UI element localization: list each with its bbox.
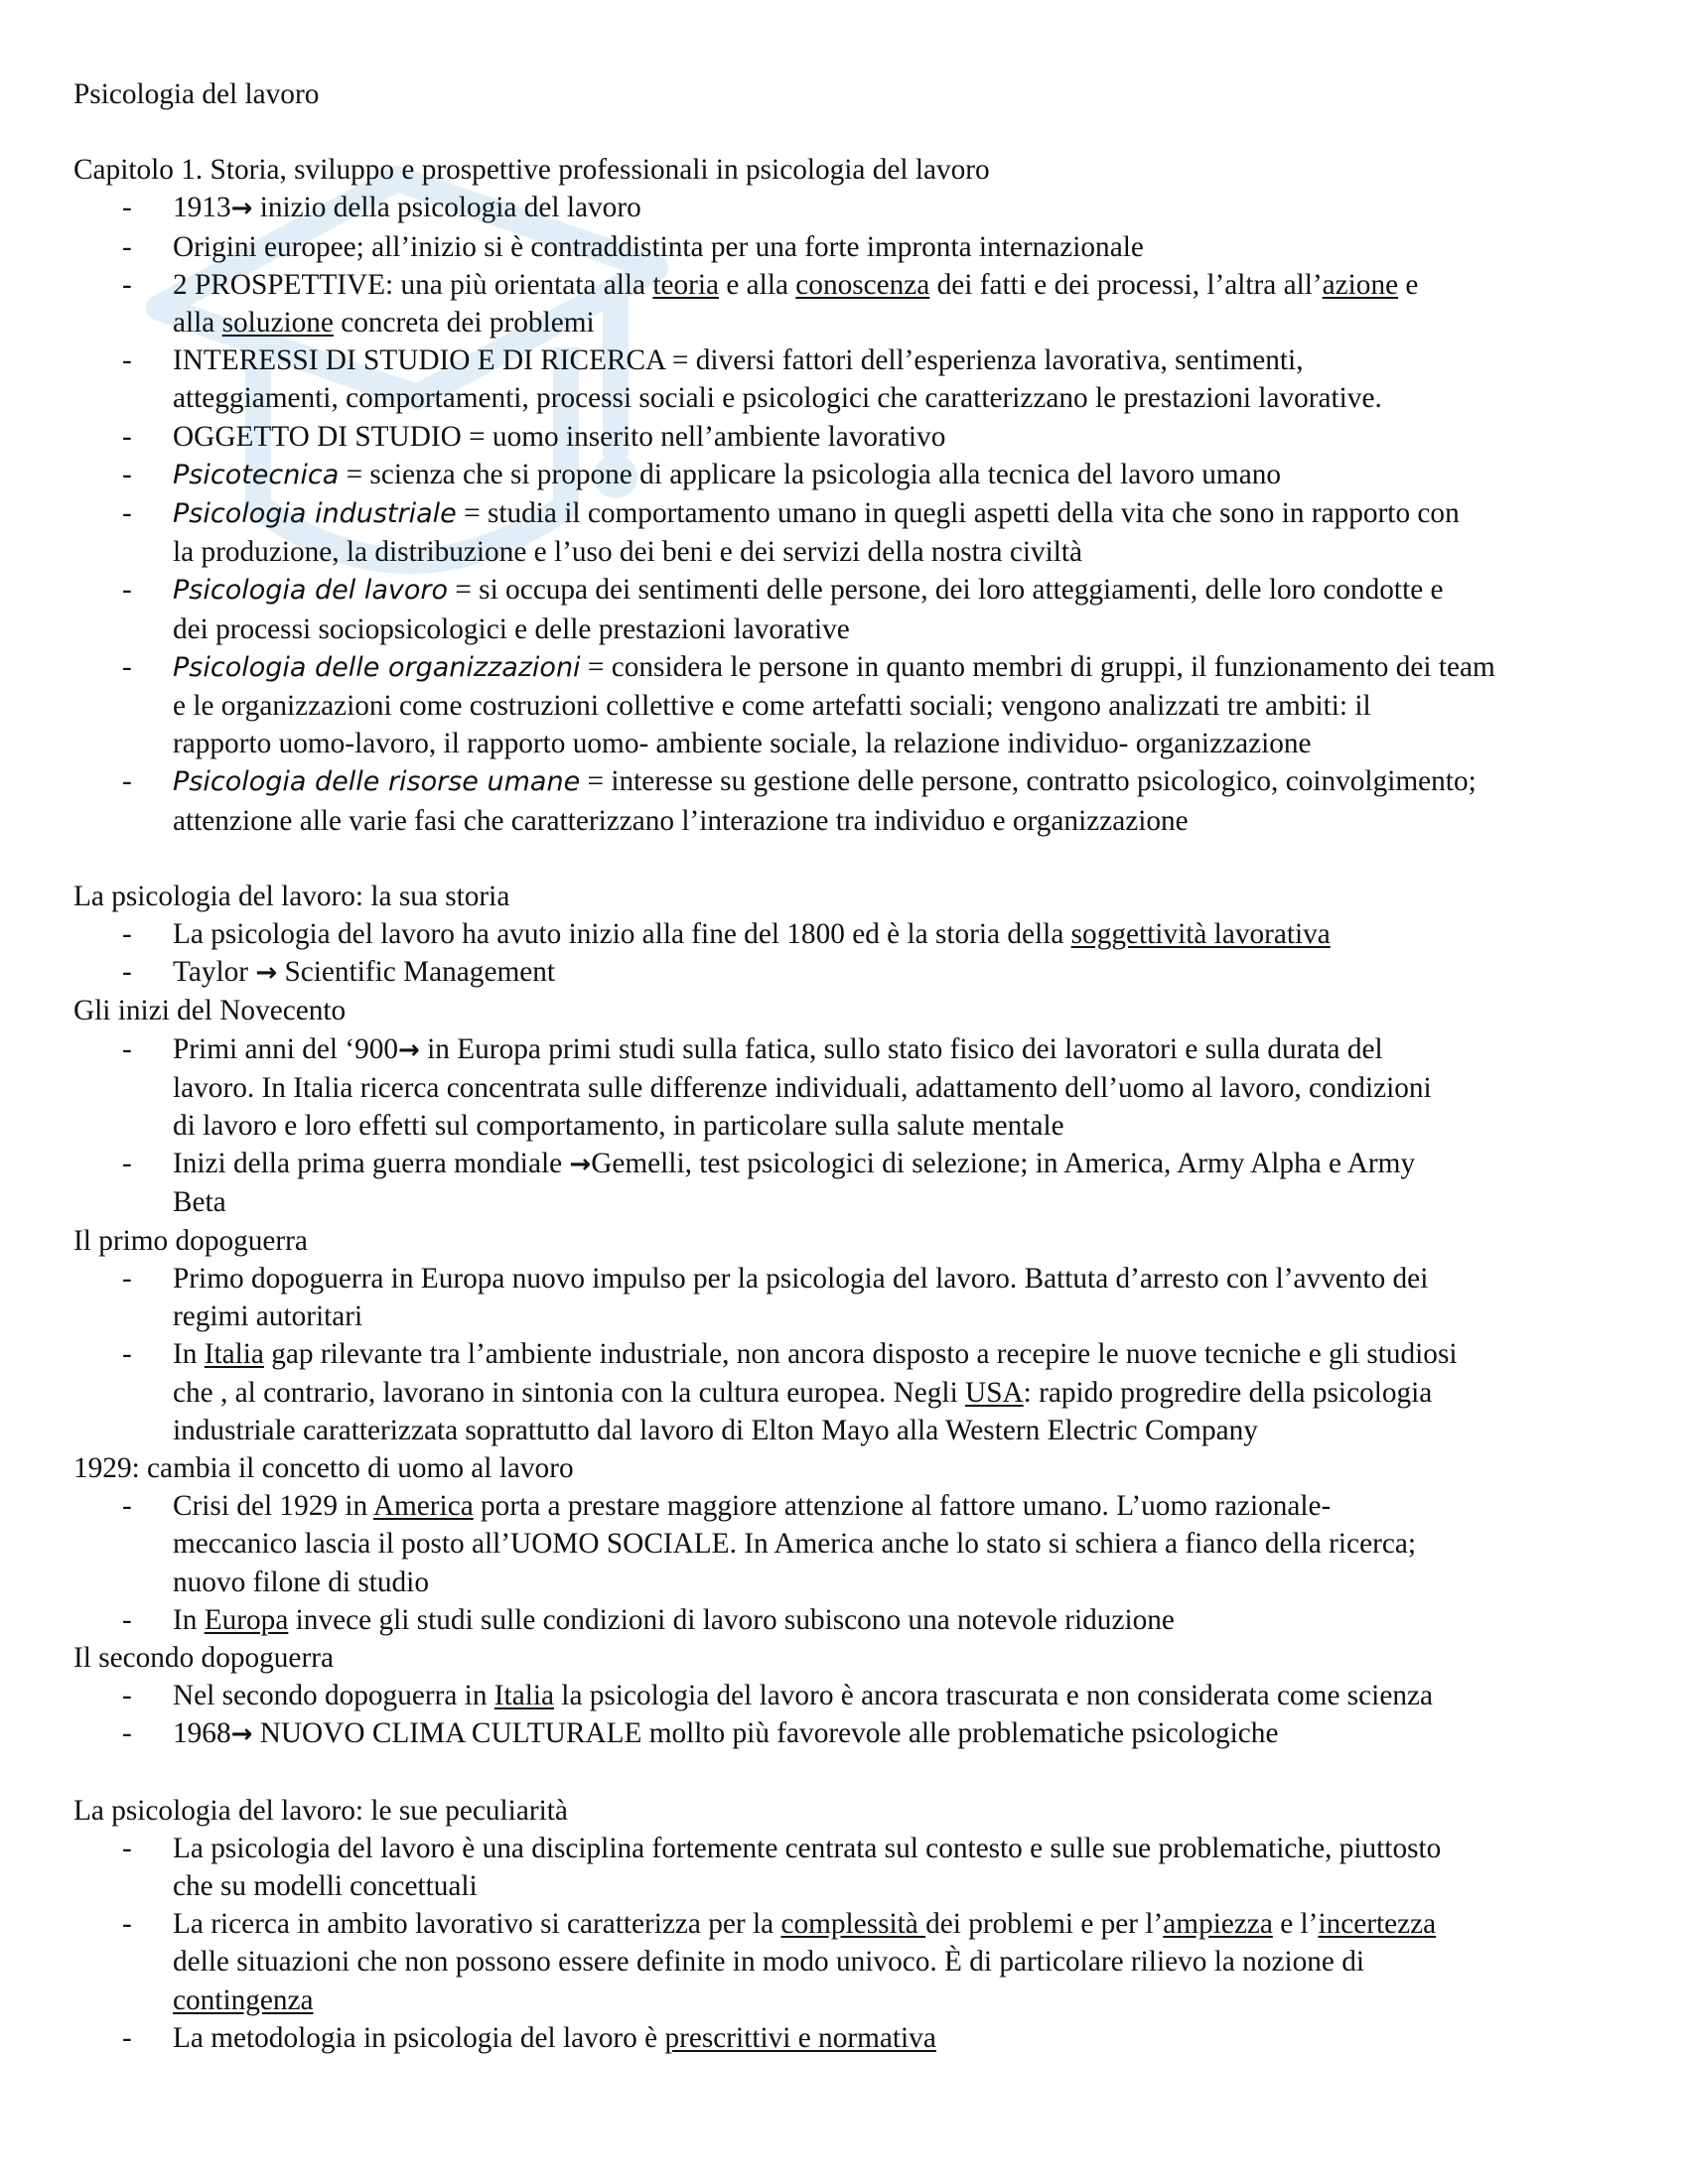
section-heading-1929: 1929: cambia il concetto di uomo al lavoro bbox=[73, 1451, 574, 1484]
list-item: - OGGETTO DI STUDIO = uomo inserito nell’ambiente lavorativo bbox=[73, 418, 1642, 456]
primo-dopoguerra-list bbox=[73, 1260, 1642, 1449]
list-item: - In Europa invece gli studi sulle condizioni di lavoro subiscono una notevole riduzione bbox=[73, 1601, 1642, 1639]
section-heading-primo-dopoguerra: Il primo dopoguerra bbox=[73, 1224, 308, 1257]
list-item: - La metodologia in psicologia del lavoro è prescrittivi e normativa bbox=[73, 2019, 1642, 2057]
crisi-list bbox=[73, 1487, 1642, 1639]
chapter-heading: Capitolo 1. Storia, sviluppo e prospettive professionali in psicologia del lavoro bbox=[73, 154, 990, 187]
right-arrow-icon: → bbox=[398, 1034, 420, 1065]
list-item: - INTERESSI DI STUDIO E DI RICERCA = diversi fattori dell’esperienza lavorativa, sentimenti, atteggiamenti, comportamenti, processi sociali e psicologici che caratterizzano le prestazioni lavorative. bbox=[73, 341, 1642, 417]
list-item: - Primi anni del ‘900→ in Europa primi studi sulla fatica, sullo stato fisico dei lavoratori e sulla durata del lavoro. In Italia ricerca concentrata sulle differenze individuali, adattamento dell’uomo al lavoro, condizioni di lavoro e loro effetti sul comportamento, in particolare sulla salute mentale bbox=[73, 1030, 1642, 1146]
list-item: - Psicologia industriale = studia il comportamento umano in quegli aspetti della vita che sono in rapporto con la produzione, la distribuzione e l’uso dei beni e dei servizi della nostra civiltà bbox=[73, 494, 1642, 571]
list-item: - La ricerca in ambito lavorativo si caratterizza per la complessità dei problemi e per l’ampiezza e l’incertezza delle situazioni che non possono essere definite in modo univoco. È di particolare rilievo la nozione di contingenza bbox=[73, 1905, 1642, 2019]
section-heading-novecento: Gli inizi del Novecento bbox=[73, 995, 347, 1027]
secondo-dopoguerra-list bbox=[73, 1677, 1642, 1753]
list-item: - Inizi della prima guerra mondiale →Gemelli, test psicologici di selezione; in America, Army Alpha e Army Beta bbox=[73, 1145, 1642, 1221]
list-item: - Taylor → Scientific Management bbox=[73, 953, 1642, 992]
list-item: - Crisi del 1929 in America porta a prestare maggiore attenzione al fattore umano. L’uomo razionale- meccanico lascia il posto all’UOMO SOCIALE. In America anche lo stato si schiera a fianco della ricerca; nuovo filone di studio bbox=[73, 1487, 1642, 1601]
section-heading-peculiarita: La psicologia del lavoro: le sue peculiarità bbox=[73, 1794, 568, 1827]
section-heading-storia: La psicologia del lavoro: la sua storia bbox=[73, 880, 510, 912]
list-item: - Nel secondo dopoguerra in Italia la psicologia del lavoro è ancora trascurata e non considerata come scienza bbox=[73, 1677, 1642, 1714]
list-item: - Origini europee; all’inizio si è contraddistinta per una forte impronta internazionale bbox=[73, 228, 1642, 266]
list-item: - La psicologia del lavoro ha avuto inizio alla fine del 1800 ed è la storia della soggettività lavorativa bbox=[73, 915, 1642, 953]
list-item: - Psicologia delle organizzazioni = considera le persone in quanto membri di gruppi, il funzionamento dei team e le organizzazioni come costruzioni collettive e come artefatti sociali; vengono analizzati tre ambiti: il rapporto uomo-lavoro, il rapporto uomo- ambiente sociale, la relazione individuo- organizzazione bbox=[73, 648, 1642, 763]
list-item: - Primo dopoguerra in Europa nuovo impulso per la psicologia del lavoro. Battuta d’arresto con l’avvento dei regimi autoritari bbox=[73, 1260, 1642, 1335]
right-arrow-icon: → bbox=[255, 958, 278, 989]
list-item: - 1913→ inizio della psicologia del lavoro bbox=[73, 189, 1642, 227]
right-arrow-icon: → bbox=[230, 1719, 253, 1750]
list-item: - In Italia gap rilevante tra l’ambiente industriale, non ancora disposto a recepire le nuove tecniche e gli studiosi che , al contrario, lavorano in sintonia con la cultura europea. Negli USA: rapido progredire della psicologia industriale caratterizzata soprattutto dal lavoro di Elton Mayo alla Western Electric Company bbox=[73, 1335, 1642, 1449]
peculiarita-list bbox=[73, 1830, 1642, 2057]
document-title: Psicologia del lavoro bbox=[73, 78, 320, 110]
document-page bbox=[73, 75, 1642, 2057]
list-item: - 1968→ NUOVO CLIMA CULTURALE mollto più favorevole alle problematiche psicologiche bbox=[73, 1714, 1642, 1753]
right-arrow-icon: → bbox=[230, 194, 253, 224]
right-arrow-icon: → bbox=[569, 1150, 592, 1180]
list-item: - 2 PROSPETTIVE: una più orientata alla teoria e alla conoscenza dei fatti e dei processi, l’altra all’azione e alla soluzione concreta dei problemi bbox=[73, 266, 1642, 341]
section-heading-secondo-dopoguerra: Il secondo dopoguerra bbox=[73, 1641, 334, 1674]
list-item: - La psicologia del lavoro è una disciplina fortemente centrata sul contesto e sulle sue problematiche, piuttosto che su modelli concettuali bbox=[73, 1830, 1642, 1905]
novecento-list bbox=[73, 1030, 1642, 1222]
list-item: - Psicotecnica = scienza che si propone di applicare la psicologia alla tecnica del lavoro umano bbox=[73, 456, 1642, 494]
list-item: - Psicologia del lavoro = si occupa dei sentimenti delle persone, dei loro atteggiamenti, delle loro condotte e dei processi sociopsicologici e delle prestazioni lavorative bbox=[73, 571, 1642, 647]
storia-list bbox=[73, 915, 1642, 992]
list-item: - Psicologia delle risorse umane = interesse su gestione delle persone, contratto psicologico, coinvolgimento; attenzione alle varie fasi che caratterizzano l’interazione tra individuo e organizzazione bbox=[73, 762, 1642, 839]
chapter-bullet-list bbox=[73, 189, 1642, 839]
